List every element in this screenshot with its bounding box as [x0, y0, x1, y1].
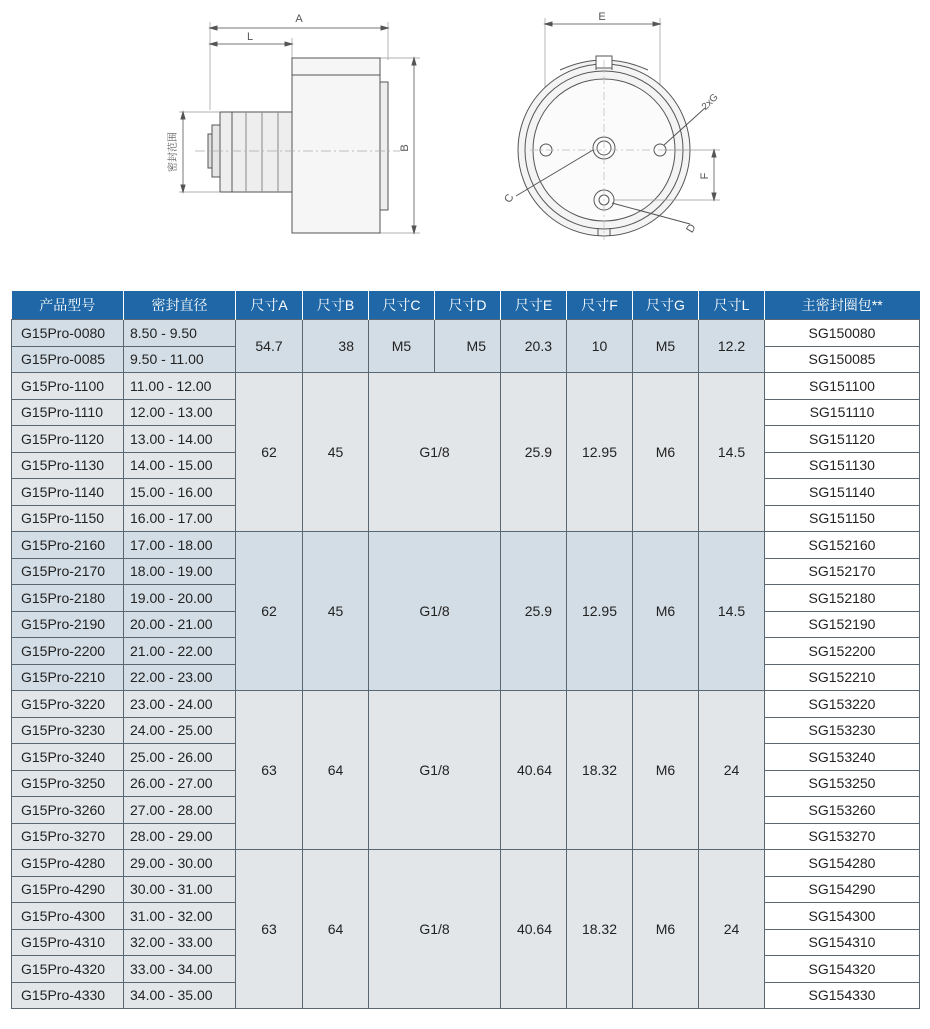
cell-dim-a: 63 [236, 691, 303, 850]
table-group-2 [12, 532, 920, 691]
technical-drawings [0, 0, 930, 270]
cell-dim-b: 45 [303, 373, 369, 532]
table-row [12, 691, 920, 718]
cell-model: G15Pro-1140 [12, 479, 124, 506]
header-seal-diameter: 密封直径 [124, 291, 236, 320]
cell-range: 24.00 - 25.00 [124, 717, 236, 744]
header-dim-l: 尺寸L [699, 291, 765, 320]
header-dim-f: 尺寸F [567, 291, 633, 320]
spec-table [11, 291, 920, 1009]
cell-dim-a: 62 [236, 532, 303, 691]
cell-range: 14.00 - 15.00 [124, 452, 236, 479]
cell-seal-kit: SG152170 [765, 558, 920, 585]
cell-dim-f: 12.95 [567, 373, 633, 532]
cell-seal-kit: SG154330 [765, 982, 920, 1009]
side-view-drawing [179, 22, 420, 233]
cell-seal-kit: SG153240 [765, 744, 920, 771]
cell-dim-e: 40.64 [501, 850, 567, 1009]
cell-dim-d: M5 [435, 320, 501, 373]
cell-dim-g: M5 [633, 320, 699, 373]
dim-d-label: D [684, 222, 699, 235]
cell-model: G15Pro-4280 [12, 850, 124, 877]
cell-dim-a: 62 [236, 373, 303, 532]
cell-dim-cd: G1/8 [369, 532, 501, 691]
table-header-row [12, 291, 920, 320]
cell-dim-g: M6 [633, 373, 699, 532]
cell-range: 18.00 - 19.00 [124, 558, 236, 585]
cell-seal-kit: SG151100 [765, 373, 920, 400]
cell-range: 20.00 - 21.00 [124, 611, 236, 638]
cell-model: G15Pro-1100 [12, 373, 124, 400]
cell-seal-kit: SG153260 [765, 797, 920, 824]
dim-2g-label: 2xG [699, 91, 721, 113]
table-group-1 [12, 373, 920, 532]
table-group-4 [12, 850, 920, 1009]
table-row [12, 373, 920, 400]
cell-model: G15Pro-3220 [12, 691, 124, 718]
cell-seal-kit: SG151110 [765, 399, 920, 426]
cell-model: G15Pro-3230 [12, 717, 124, 744]
cell-range: 31.00 - 32.00 [124, 903, 236, 930]
cell-dim-b: 64 [303, 850, 369, 1009]
cell-range: 22.00 - 23.00 [124, 664, 236, 691]
cell-range: 19.00 - 20.00 [124, 585, 236, 612]
cell-model: G15Pro-3260 [12, 797, 124, 824]
cell-range: 28.00 - 29.00 [124, 823, 236, 850]
header-seal-kit: 主密封圈包** [765, 291, 920, 320]
cell-model: G15Pro-2190 [12, 611, 124, 638]
cell-range: 32.00 - 33.00 [124, 929, 236, 956]
header-dim-c: 尺寸C [369, 291, 435, 320]
cell-dim-f: 10 [567, 320, 633, 373]
cell-seal-kit: SG152210 [765, 664, 920, 691]
cell-dim-e: 25.9 [501, 532, 567, 691]
cell-seal-kit: SG151150 [765, 505, 920, 532]
cell-dim-e: 25.9 [501, 373, 567, 532]
header-model: 产品型号 [12, 291, 124, 320]
cell-range: 17.00 - 18.00 [124, 532, 236, 559]
cell-model: G15Pro-3250 [12, 770, 124, 797]
cell-range: 29.00 - 30.00 [124, 850, 236, 877]
cell-range: 26.00 - 27.00 [124, 770, 236, 797]
cell-dim-cd: G1/8 [369, 691, 501, 850]
cell-model: G15Pro-2160 [12, 532, 124, 559]
table-row [12, 850, 920, 877]
cell-range: 15.00 - 16.00 [124, 479, 236, 506]
cell-seal-kit: SG153250 [765, 770, 920, 797]
cell-seal-kit: SG150080 [765, 320, 920, 347]
cell-dim-b: 45 [303, 532, 369, 691]
cell-model: G15Pro-4310 [12, 929, 124, 956]
sealing-range-label: 密封范围 [168, 132, 179, 172]
cell-dim-c: M5 [369, 320, 435, 373]
cell-range: 21.00 - 22.00 [124, 638, 236, 665]
cell-seal-kit: SG154280 [765, 850, 920, 877]
cell-seal-kit: SG151130 [765, 452, 920, 479]
table-row [12, 532, 920, 559]
cell-model: G15Pro-0080 [12, 320, 124, 347]
cell-dim-b: 64 [303, 691, 369, 850]
cell-dim-f: 18.32 [567, 850, 633, 1009]
cell-range: 25.00 - 26.00 [124, 744, 236, 771]
cell-dim-a: 63 [236, 850, 303, 1009]
cell-range: 13.00 - 14.00 [124, 426, 236, 453]
cell-seal-kit: SG151140 [765, 479, 920, 506]
cell-dim-l: 24 [699, 691, 765, 850]
cell-seal-kit: SG151120 [765, 426, 920, 453]
cell-dim-l: 12.2 [699, 320, 765, 373]
cell-seal-kit: SG153220 [765, 691, 920, 718]
cell-seal-kit: SG154320 [765, 956, 920, 983]
cell-range: 34.00 - 35.00 [124, 982, 236, 1009]
cell-model: G15Pro-2170 [12, 558, 124, 585]
cell-range: 27.00 - 28.00 [124, 797, 236, 824]
header-dim-e: 尺寸E [501, 291, 567, 320]
dim-l-label: L [246, 31, 254, 43]
table-group-3 [12, 691, 920, 850]
cell-dim-cd: G1/8 [369, 373, 501, 532]
cell-range: 33.00 - 34.00 [124, 956, 236, 983]
cell-dim-f: 12.95 [567, 532, 633, 691]
cell-range: 16.00 - 17.00 [124, 505, 236, 532]
cell-dim-cd: G1/8 [369, 850, 501, 1009]
cell-dim-g: M6 [633, 850, 699, 1009]
cell-model: G15Pro-4290 [12, 876, 124, 903]
dim-c-label: C [502, 192, 517, 205]
cell-dim-g: M6 [633, 532, 699, 691]
cell-model: G15Pro-2210 [12, 664, 124, 691]
cell-dim-e: 20.3 [501, 320, 567, 373]
cell-range: 9.50 - 11.00 [124, 346, 236, 373]
cell-model: G15Pro-2200 [12, 638, 124, 665]
cell-model: G15Pro-0085 [12, 346, 124, 373]
cell-dim-f: 18.32 [567, 691, 633, 850]
cell-seal-kit: SG154300 [765, 903, 920, 930]
cell-seal-kit: SG150085 [765, 346, 920, 373]
cell-seal-kit: SG154310 [765, 929, 920, 956]
cell-seal-kit: SG153230 [765, 717, 920, 744]
cell-seal-kit: SG152200 [765, 638, 920, 665]
cell-model: G15Pro-4320 [12, 956, 124, 983]
dim-e-label: E [598, 11, 606, 23]
cell-seal-kit: SG152160 [765, 532, 920, 559]
header-dim-d: 尺寸D [435, 291, 501, 320]
cell-seal-kit: SG152180 [765, 585, 920, 612]
header-dim-g: 尺寸G [633, 291, 699, 320]
cell-range: 8.50 - 9.50 [124, 320, 236, 347]
cell-dim-e: 40.64 [501, 691, 567, 850]
cell-model: G15Pro-1130 [12, 452, 124, 479]
table-row [12, 320, 920, 347]
cell-range: 30.00 - 31.00 [124, 876, 236, 903]
cell-model: G15Pro-2180 [12, 585, 124, 612]
cell-model: G15Pro-1110 [12, 399, 124, 426]
cell-range: 11.00 - 12.00 [124, 373, 236, 400]
cell-model: G15Pro-3270 [12, 823, 124, 850]
cell-seal-kit: SG152190 [765, 611, 920, 638]
cell-dim-a: 54.7 [236, 320, 303, 373]
cell-model: G15Pro-1150 [12, 505, 124, 532]
cell-dim-l: 14.5 [699, 373, 765, 532]
cell-dim-b: 38 [303, 320, 369, 373]
cell-range: 23.00 - 24.00 [124, 691, 236, 718]
cell-range: 12.00 - 13.00 [124, 399, 236, 426]
cell-model: G15Pro-1120 [12, 426, 124, 453]
cell-dim-l: 14.5 [699, 532, 765, 691]
cell-seal-kit: SG154290 [765, 876, 920, 903]
front-view-drawing [516, 18, 720, 240]
cell-model: G15Pro-3240 [12, 744, 124, 771]
table-group-0 [12, 320, 920, 373]
dim-a-label: A [295, 13, 303, 25]
header-dim-b: 尺寸B [303, 291, 369, 320]
cell-model: G15Pro-4300 [12, 903, 124, 930]
cell-dim-l: 24 [699, 850, 765, 1009]
cell-seal-kit: SG153270 [765, 823, 920, 850]
cell-model: G15Pro-4330 [12, 982, 124, 1009]
cell-dim-g: M6 [633, 691, 699, 850]
header-dim-a: 尺寸A [236, 291, 303, 320]
dim-f-label: F [699, 172, 711, 180]
dim-b-label: B [399, 144, 411, 152]
